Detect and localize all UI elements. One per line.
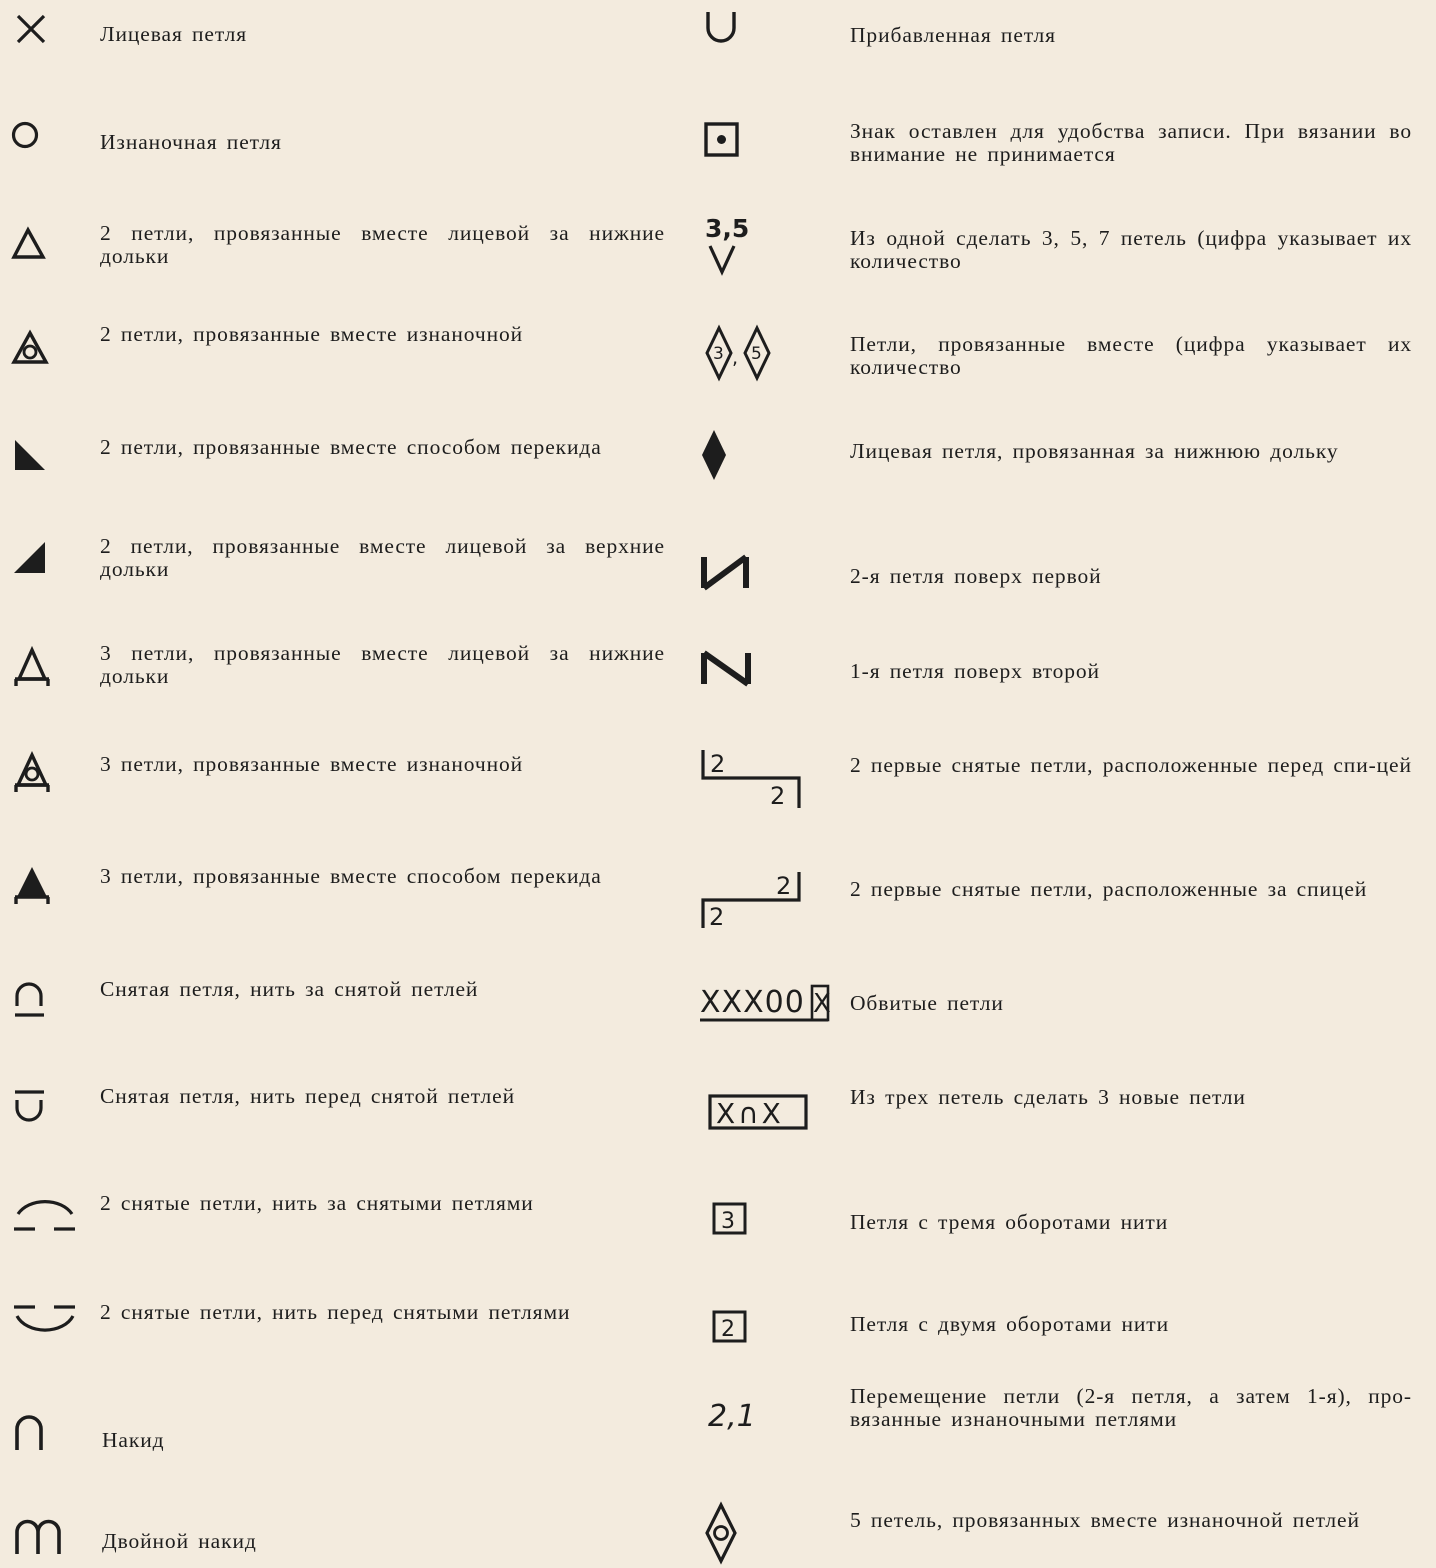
legend-text: Лицевая петля <box>100 22 248 46</box>
number-pair-icon <box>706 1396 762 1438</box>
symbol-label: XXX00 <box>700 985 805 1020</box>
legend-text: 3 петли, провязанные вместе лицевой за нижние дольки <box>100 641 665 688</box>
symbol-label: 2 <box>770 782 786 810</box>
legend-text: Знак оставлен для удобства записи. При вязании во внимание не принимается <box>850 119 1412 166</box>
legend-text: Лицевая петля, провязанная за нижнюю дольку <box>850 439 1339 463</box>
arch-over-line-icon <box>12 980 48 1020</box>
legend-text: 2 снятые петли, нить перед снятыми петлями <box>100 1300 571 1324</box>
symbol-label: 2 <box>710 750 726 778</box>
legend-text: 2 первые снятые петли, расположенные за спицей <box>850 877 1368 901</box>
symbol-label: 2 <box>776 872 792 900</box>
i-cross-icon <box>700 554 752 592</box>
triangle-outline-icon <box>12 226 48 262</box>
triangle-footed-circle-icon <box>12 752 52 794</box>
dotted-square-icon <box>704 122 740 158</box>
symbol-label: 3 <box>721 1209 735 1234</box>
symbol-label: X <box>813 989 831 1019</box>
symbol-label: 5 <box>751 344 762 364</box>
legend-text: 5 петель, провязанных вместе изнаночной петлей <box>850 1508 1360 1532</box>
legend-text: Из одной сделать 3, 5, 7 петель (цифра указывает их количество <box>850 226 1412 273</box>
double-arch-icon <box>12 1518 68 1558</box>
legend-text: Изнаночная петля <box>100 130 282 154</box>
numbered-diamonds-icon <box>704 326 776 382</box>
legend-text: Снятая петля, нить перед снятой петлей <box>100 1084 516 1108</box>
boxed-marks-icon <box>708 1094 808 1130</box>
circle-icon <box>10 120 42 152</box>
cup-under-line-icon <box>12 1088 48 1128</box>
left-triangle-filled-icon <box>12 540 48 576</box>
right-triangle-filled-icon <box>12 438 48 474</box>
legend-text: Снятая петля, нить за снятой петлей <box>100 977 479 1001</box>
legend-text: 2 петли, провязанные вместе способом перекида <box>100 435 602 459</box>
legend-text: Петля с двумя оборотами нити <box>850 1312 1169 1336</box>
n-cross-icon <box>700 650 754 688</box>
symbol-label: 3 <box>713 344 724 364</box>
cup-icon <box>704 10 740 46</box>
symbol-label: 2 <box>721 1317 735 1342</box>
legend-text: 2 первые снятые петли, расположенные перед спи-цей <box>850 753 1412 777</box>
wide-cup-under-line-icon <box>12 1302 78 1344</box>
row-marks-icon <box>698 982 832 1024</box>
triangle-with-circle-icon <box>12 330 50 366</box>
bracket-front-icon <box>700 748 804 812</box>
bracket-back-icon <box>700 870 804 934</box>
legend-text: 3 петли, провязанные вместе способом перекида <box>100 864 602 888</box>
symbol-label: 2,1 <box>708 1399 756 1434</box>
legend-text: 2 петли, провязанные вместе изнаночной <box>100 322 524 346</box>
legend-text: Перемещение петли (2-я петля, а затем 1-я), про-вязанные изнаночными петлями <box>850 1384 1412 1431</box>
legend-text: Петля с тремя оборотами нити <box>850 1210 1169 1234</box>
legend-text: Из трех петель сделать 3 новые петли <box>850 1085 1246 1109</box>
x-icon <box>14 12 50 48</box>
symbol-label: 3,5 <box>705 214 750 243</box>
legend-text: Двойной накид <box>102 1529 257 1553</box>
legend-text: 1-я петля поверх второй <box>850 659 1100 683</box>
legend-text: 3 петли, провязанные вместе изнаночной <box>100 752 524 776</box>
legend-text: 2 петли, провязанные вместе лицевой за верхние дольки <box>100 534 665 581</box>
symbol-label: 2 <box>709 903 725 931</box>
arch-icon <box>12 1412 48 1452</box>
triangle-footed-filled-icon <box>12 864 52 906</box>
v-with-number-icon <box>704 210 750 280</box>
diamond-with-circle-icon <box>704 1502 738 1564</box>
boxed-number-2-icon <box>712 1310 748 1344</box>
legend-text: Петли, провязанные вместе (цифра указывает их количество <box>850 332 1412 379</box>
legend-text: Прибавленная петля <box>850 23 1056 47</box>
symbol-label: , <box>732 347 739 369</box>
legend-text: 2 петли, провязанные вместе лицевой за нижние дольки <box>100 221 665 268</box>
legend-text: Накид <box>102 1428 165 1452</box>
filled-diamond-icon <box>700 428 730 484</box>
legend-text: Обвитые петли <box>850 991 1004 1015</box>
symbol-label: X∩X <box>716 1097 784 1130</box>
legend-text: 2-я петля поверх первой <box>850 564 1102 588</box>
boxed-number-3-icon <box>712 1202 748 1236</box>
legend-text: 2 снятые петли, нить за снятыми петлями <box>100 1191 534 1215</box>
wide-arch-over-line-icon <box>12 1196 78 1236</box>
triangle-footed-outline-icon <box>12 646 52 688</box>
